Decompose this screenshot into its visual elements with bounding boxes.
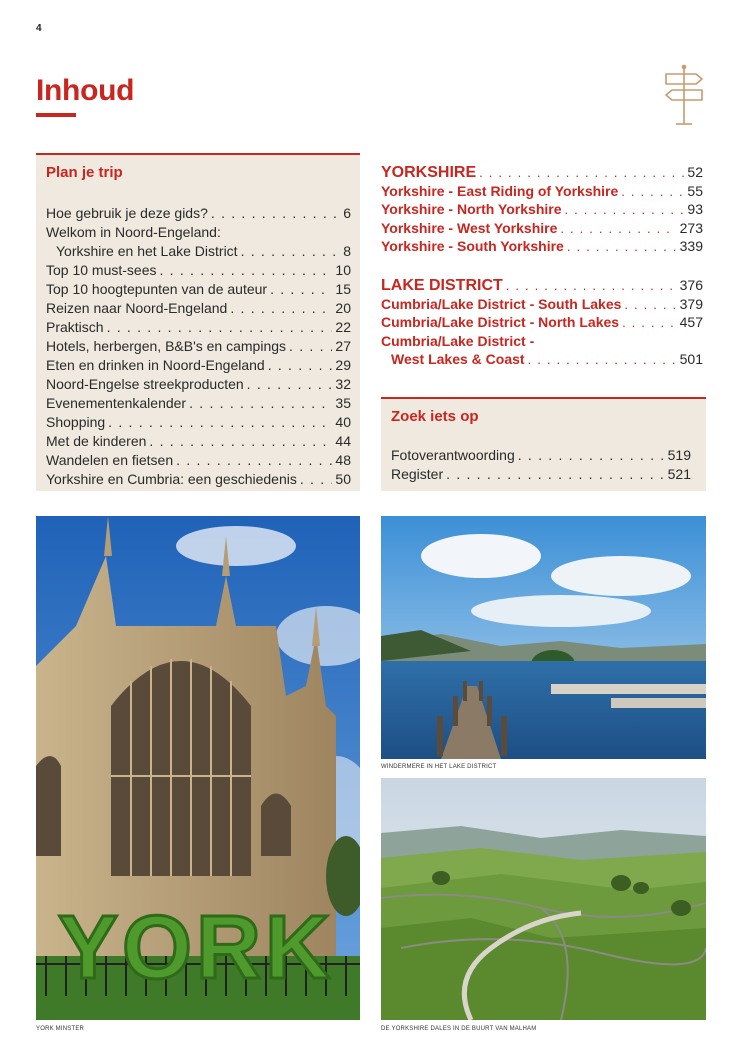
toc-entry[interactable]: Top 10 must-sees . . . 10 xyxy=(46,261,351,280)
dales-caption: DE YORKSHIRE DALES IN DE BUURT VAN MALHAM xyxy=(381,1026,537,1032)
toc-entry[interactable]: Noord-Engelse streekproducten . . . 32 xyxy=(46,375,351,394)
york-minster-photo xyxy=(36,516,360,1020)
toc-entry[interactable]: LAKE DISTRICT . . . 376 xyxy=(381,276,703,295)
toc-entry[interactable]: Yorkshire - North Yorkshire . . . 93 xyxy=(381,200,703,219)
toc-entry[interactable]: Yorkshire en Cumbria: een geschiedenis . . . 50 xyxy=(46,470,351,489)
toc-entry[interactable]: Hotels, herbergen, B&B's en campings . . . 27 xyxy=(46,337,351,356)
zoek-heading: Zoek iets op xyxy=(391,408,479,425)
toc-entry[interactable]: Met de kinderen . . . 44 xyxy=(46,432,351,451)
page-number: 4 xyxy=(36,23,42,34)
toc-entry[interactable]: YORKSHIRE . . . 52 xyxy=(381,163,703,182)
toc-entry[interactable]: Fotoverantwoording . . . 519 xyxy=(391,446,691,465)
toc-entry[interactable]: Welkom in Noord-Engeland: xyxy=(46,224,221,240)
toc-entry[interactable]: Yorkshire - East Riding of Yorkshire . . . 55 xyxy=(381,182,703,201)
toc-entry[interactable]: Eten en drinken in Noord-Engeland . . . 29 xyxy=(46,356,351,375)
toc-entry[interactable]: Register . . . 521 xyxy=(391,465,691,484)
page-title: Inhoud xyxy=(36,74,135,107)
toc-entry[interactable]: West Lakes & Coast . . . 501 xyxy=(381,350,703,369)
toc-entry[interactable]: Praktisch . . . 22 xyxy=(46,318,351,337)
toc-entry[interactable]: Yorkshire - West Yorkshire . . . 273 xyxy=(381,219,703,238)
yorkshire-dales-photo xyxy=(381,778,706,1020)
lake-district-toc xyxy=(381,276,703,369)
zoek-iets-op-box xyxy=(381,397,706,491)
plan-je-trip-box xyxy=(36,153,360,491)
toc-entry[interactable]: Cumbria/Lake District - North Lakes . . . 457 xyxy=(381,313,703,332)
plan-toc-list xyxy=(46,204,351,489)
toc-entry[interactable]: Shopping . . . 40 xyxy=(46,413,351,432)
windermere-caption: WINDERMERE IN HET LAKE DISTRICT xyxy=(381,764,497,770)
toc-entry[interactable]: Evenementenkalender . . . 35 xyxy=(46,394,351,413)
yorkshire-toc xyxy=(381,163,703,256)
toc-entry[interactable]: Yorkshire - South Yorkshire . . . 339 xyxy=(381,237,703,256)
toc-entry[interactable]: Reizen naar Noord-Engeland . . . 20 xyxy=(46,299,351,318)
york-caption: YORK MINSTER xyxy=(36,1026,85,1032)
title-underline xyxy=(36,113,76,117)
toc-entry[interactable]: Cumbria/Lake District - South Lakes . . . 379 xyxy=(381,295,703,314)
toc-entry[interactable]: Yorkshire en het Lake District . . . 8 xyxy=(46,242,351,261)
toc-entry[interactable]: Wandelen en fietsen . . . 48 xyxy=(46,451,351,470)
zoek-toc-list xyxy=(391,446,691,484)
toc-entry[interactable]: Hoe gebruik je deze gids? . . . 6 xyxy=(46,204,351,223)
york-topiary-letters: YORK xyxy=(57,898,335,998)
toc-entry[interactable]: Cumbria/Lake District - xyxy=(381,332,535,349)
plan-heading: Plan je trip xyxy=(46,164,123,181)
windermere-photo xyxy=(381,516,706,759)
signpost-icon xyxy=(660,64,708,126)
toc-entry[interactable]: Top 10 hoogtepunten van de auteur . . . 15 xyxy=(46,280,351,299)
